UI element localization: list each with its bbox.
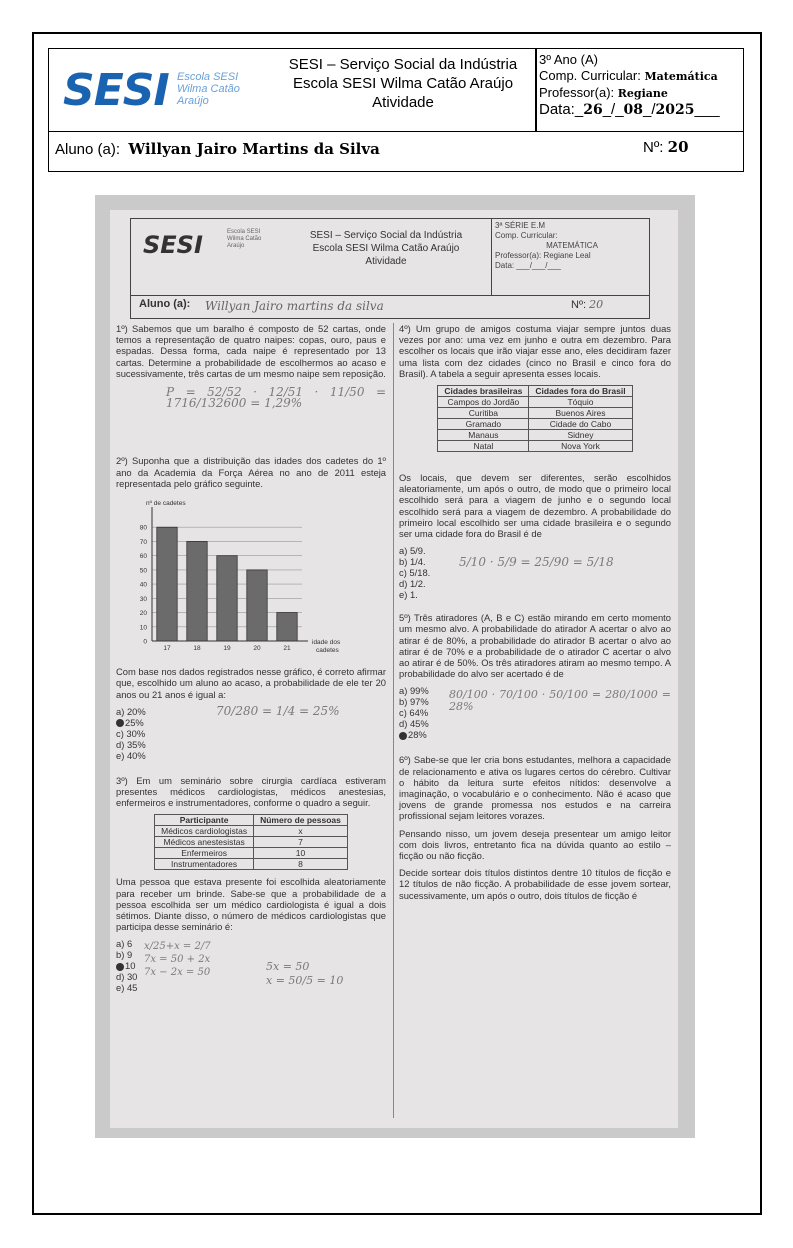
bar [217,556,237,641]
bar [157,527,177,641]
q5-option: b) 97% [399,696,429,708]
q5-option: c) 64% [399,707,429,719]
table-cell: 10 [254,848,348,859]
photo-info-line: MATEMÁTICA [546,241,598,250]
table-cell: Buenos Aires [529,408,632,419]
q3-options [116,938,386,993]
header-title-line: Atividade [372,94,434,111]
x-tick-label: 20 [253,645,261,653]
header-title [271,55,535,112]
table-cell: Cidade do Cabo [529,419,632,430]
document-header [48,48,744,132]
x-tick-label: 18 [193,645,201,653]
photo-student-row [130,295,650,319]
q3-option: d) 30 [116,971,138,983]
header-title-line: Escola SESI Wilma Catão Araújo [292,75,514,92]
student-label: Aluno (a): [55,141,121,158]
photo-title [281,229,491,268]
q6-paragraph: 6º) Sabe-se que ler cria bons estudantes, melhora a capacidade de relacionamento e ativa os lugares certos do cérebro. Cultivar o hábito da leitura surte efeitos nítidos: desenvolve a imaginação, o vocabulário e o conhecimento. Não é acaso que jovens de grande promessa nos estudos e na carreira profissional sejam leitores vorazes. [399,754,671,822]
q3-work-left [144,940,211,979]
photo-student-label: Aluno (a): [139,298,191,310]
student-name: Willyan Jairo Martins da Silva [128,140,380,158]
prof-label: Professor(a): [539,85,615,100]
left-column [116,323,386,993]
q3-work-right [266,960,343,988]
q4-question: Os locais, que devem ser diferentes, serão escolhidos aleatoriamente, um após o outro, de modo que o primeiro local escolhido será para a viagem de junho e o segundo local escolhido será para a viagem de dezembro. A probabilidade do primeiro local escolhido ser uma cidade brasileira e o segundo ser uma cidade fora do Brasil é de [399,472,671,540]
table-cell: 7 [254,837,348,848]
filled-circle-icon [116,963,124,971]
prof-value: Regiane [617,87,668,100]
q3-option: b) 9 [116,949,133,961]
table-cell: Tóquio [529,397,632,408]
q3-work-line: 7x − 2x = 50 [144,967,211,979]
q5-option: a) 99% [399,685,429,697]
q4-option: a) 5/9. [399,545,426,557]
photo-logo-sub: Escola SESI Wilma Catão Araújo [227,229,262,249]
header-info [539,52,743,118]
q4-option: d) 1/2. [399,578,426,590]
photo-title-line: Escola SESI Wilma Catão Araújo [312,243,460,254]
x-tick-label: 17 [163,645,171,653]
logo-subtitle: Escola SESI Wilma Catão Araújo [177,71,240,107]
q3-work-line: x/25+x = 2/7 [144,941,211,953]
q5-option-selected [399,729,671,740]
q2-option: e) 40% [116,749,146,761]
q5-option: d) 45% [399,718,429,730]
comp-label: Comp. Curricular: [539,68,641,83]
grade-label: 3º Ano (A) [539,52,598,67]
photo-logo: SESI [143,231,203,259]
table-header: Cidades brasileiras [438,386,529,397]
photo-info-line: Professor(a): Regiane Leal [495,251,591,260]
q4-option: b) 1/4. [399,556,426,568]
q3-option: e) 45 [116,982,138,994]
q3-work-line: 7x = 50 + 2x [144,954,211,966]
table-cell: Enfermeiros [155,848,254,859]
q5-options [399,685,671,740]
table-cell: Natal [438,441,529,452]
age-bar-chart [116,495,386,660]
number-label: Nº: [643,139,664,156]
photo-info-line: 3ª SÉRIE E.M [495,221,546,230]
photo-header-divider [491,219,492,295]
table-cell: Manaus [438,430,529,441]
q2-question: Com base nos dados registrados nesse gráfico, é correto afirmar que, escolhido um aluno ao acaso, a probabilidade de ele ter 20 anos ou 21 anos é igual a: [116,666,386,700]
table-cell: Gramado [438,419,529,430]
right-column [399,323,671,907]
q3-work-line: 5x = 50 [266,960,310,974]
table-cell: Nova York [529,441,632,452]
photo-info-line: Data: ___/___/___ [495,261,561,270]
number-value: 20 [667,138,689,156]
header-title-line: SESI – Serviço Social da Indústria [288,56,518,73]
photo-title-line: Atividade [365,256,407,267]
q6-paragraph: Pensando nisso, um jovem deseja presentear um amigo leitor com dois livros, entretanto fica na dúvida quanto ao estilo – ficção ou não ficção. [399,827,671,862]
photo-header [130,218,650,296]
y-tick-label: 70 [139,538,147,546]
y-tick-label: 60 [139,553,147,561]
y-tick-label: 30 [139,595,147,603]
table-cell: x [254,826,348,837]
date-month: 08 [623,102,644,118]
q3-question: Uma pessoa que estava presente foi escolhida aleatoriamente para receber um brinde. Sabe-se que a probabilidade de a pessoa escolhida ser um médico cardiologista é igual a dois sétimos. Diante disso, o número de médicos cardiologistas que participa desse seminário é: [116,876,386,933]
student-label-wrap [55,140,380,158]
q3-table [154,814,348,870]
q4-options [399,545,671,600]
q3-option: a) 6 [116,938,133,950]
x-tick-label: 19 [223,645,231,653]
q4-work: 5/10 · 5/9 = 25/90 = 5/18 [459,555,614,570]
table-header: Número de pessoas [254,815,348,826]
y-tick-label: 80 [139,524,147,532]
student-row [48,132,744,172]
y-axis-label: nº de cadetes [146,500,186,508]
q1-work: P = 52/52 · 12/51 · 11/50 = 1716/132600 = 1,29% [166,385,386,411]
q3-text: 3º) Em um seminário sobre cirurgia cardíaca estiveram presentes médicos cardiologistas, médicos anestesias, enfermeiros e instrumentadores, conforme o quadro a seguir. [116,774,386,809]
y-tick-label: 40 [139,581,147,589]
bar [247,570,267,641]
bar [187,541,207,641]
photo-header-info [495,221,649,271]
q5-option-text: 28% [408,729,427,741]
q2-option: a) 20% [116,705,146,717]
q6-paragraph: Decide sortear dois títulos distintos dentre 10 títulos de ficção e 12 títulos de não ficção. A probabilidade de esse jovem sortear, sucessivamente, um após o outro, dois títulos de ficção é [399,867,671,901]
table-cell: 8 [254,859,348,870]
q2-option: d) 35% [116,738,146,750]
photo-number-hand: 20 [589,298,604,311]
table-cell: Médicos anestesistas [155,837,254,848]
q3-work-line: x = 50/5 = 10 [266,974,344,988]
bar [277,613,297,641]
q2-option-text: 25% [125,716,144,728]
x-axis-label: idade dos cadetes [312,639,341,655]
date-year: 2025 [655,102,695,118]
q4-text: 4º) Um grupo de amigos costuma viajar sempre juntos duas vezes por ano: uma vez em junho e outra em dezembro. Para escolher os locais que irão viajar esse ano, eles decidiram fazer uma lista com dez cidades (cinco no Brasil e cinco fora do Brasil). A tabela a seguir apresenta esses locais. [399,323,671,379]
x-tick-label: 21 [283,645,291,653]
q2-option: c) 30% [116,727,146,739]
q4-table [437,385,632,452]
table-cell: Campos do Jordão [438,397,529,408]
photo-title-line: SESI – Serviço Social da Indústria [309,230,463,241]
y-tick-label: 20 [139,610,147,618]
date-label: Data: [539,101,575,118]
table-cell: Instrumentadores [155,859,254,870]
q5-work: 80/100 · 70/100 · 50/100 = 280/1000 = 28% [449,688,671,713]
y-tick-label: 0 [143,638,147,646]
logo-word: SESI [63,65,169,116]
date-field: Data:_26_/_08_/2025___ [539,101,720,118]
q4-option: e) 1. [399,589,418,601]
column-separator [393,323,394,1118]
q5-text: 5º) Três atiradores (A, B e C) estão mirando em certo momento um mesmo alvo. A probabilidade do atirador A acertar o alvo ao atirar é de 80%, a probabilidade do atirador B acertar o alvo ao atirar é de 70% e a probabilidade de o atirador C acertar o alvo ao atirar é de 50%. Os três atiradores atiram ao mesmo tempo. A probabilidade do alvo ser acertado é de [399,612,671,680]
sesi-logo [59,57,269,125]
table-cell: Sidney [529,430,632,441]
table-cell: Curitiba [438,408,529,419]
student-number [643,138,689,156]
table-cell: Médicos cardiologistas [155,826,254,837]
q2-work: 70/280 = 1/4 = 25% [216,703,340,718]
q2-options [116,703,386,761]
q2-option-selected [116,717,386,728]
q3-option-text: 10 [125,960,136,972]
table-header: Cidades fora do Brasil [529,386,632,397]
date-day: 26 [583,102,603,118]
photo-number [571,298,603,311]
y-tick-label: 10 [139,624,147,632]
header-divider [535,49,537,131]
teacher [539,85,743,102]
y-tick-label: 50 [139,567,147,575]
curricular-component [539,68,743,85]
q1-text: 1º) Sabemos que um baralho é composto de 52 cartas, onde temos a representação de quatro naipes: copas, ouro, paus e espadas. Dessa forma, cada naipe é representado por 13 cartas. Determine a probabilidade de escolhermos ao acaso e sucessivamente, três cartas de um mesmo naipe sem reposição. [116,323,386,379]
photo-number-label: Nº: [571,299,587,311]
filled-circle-icon [399,732,407,740]
table-header: Participante [155,815,254,826]
comp-value: Matemática [644,70,718,83]
q4-option: c) 5/18. [399,567,431,579]
photo-info-line: Comp. Curricular: [495,231,558,240]
q2-text: 2º) Suponha que a distribuição das idades dos cadetes do 1º ano da Academia da Força Aérea no ano de 2011 esteja representada pelo gráfico seguinte. [116,455,386,489]
photo-student-handwriting: Willyan Jairo martins da silva [205,299,384,313]
filled-circle-icon [116,719,124,727]
